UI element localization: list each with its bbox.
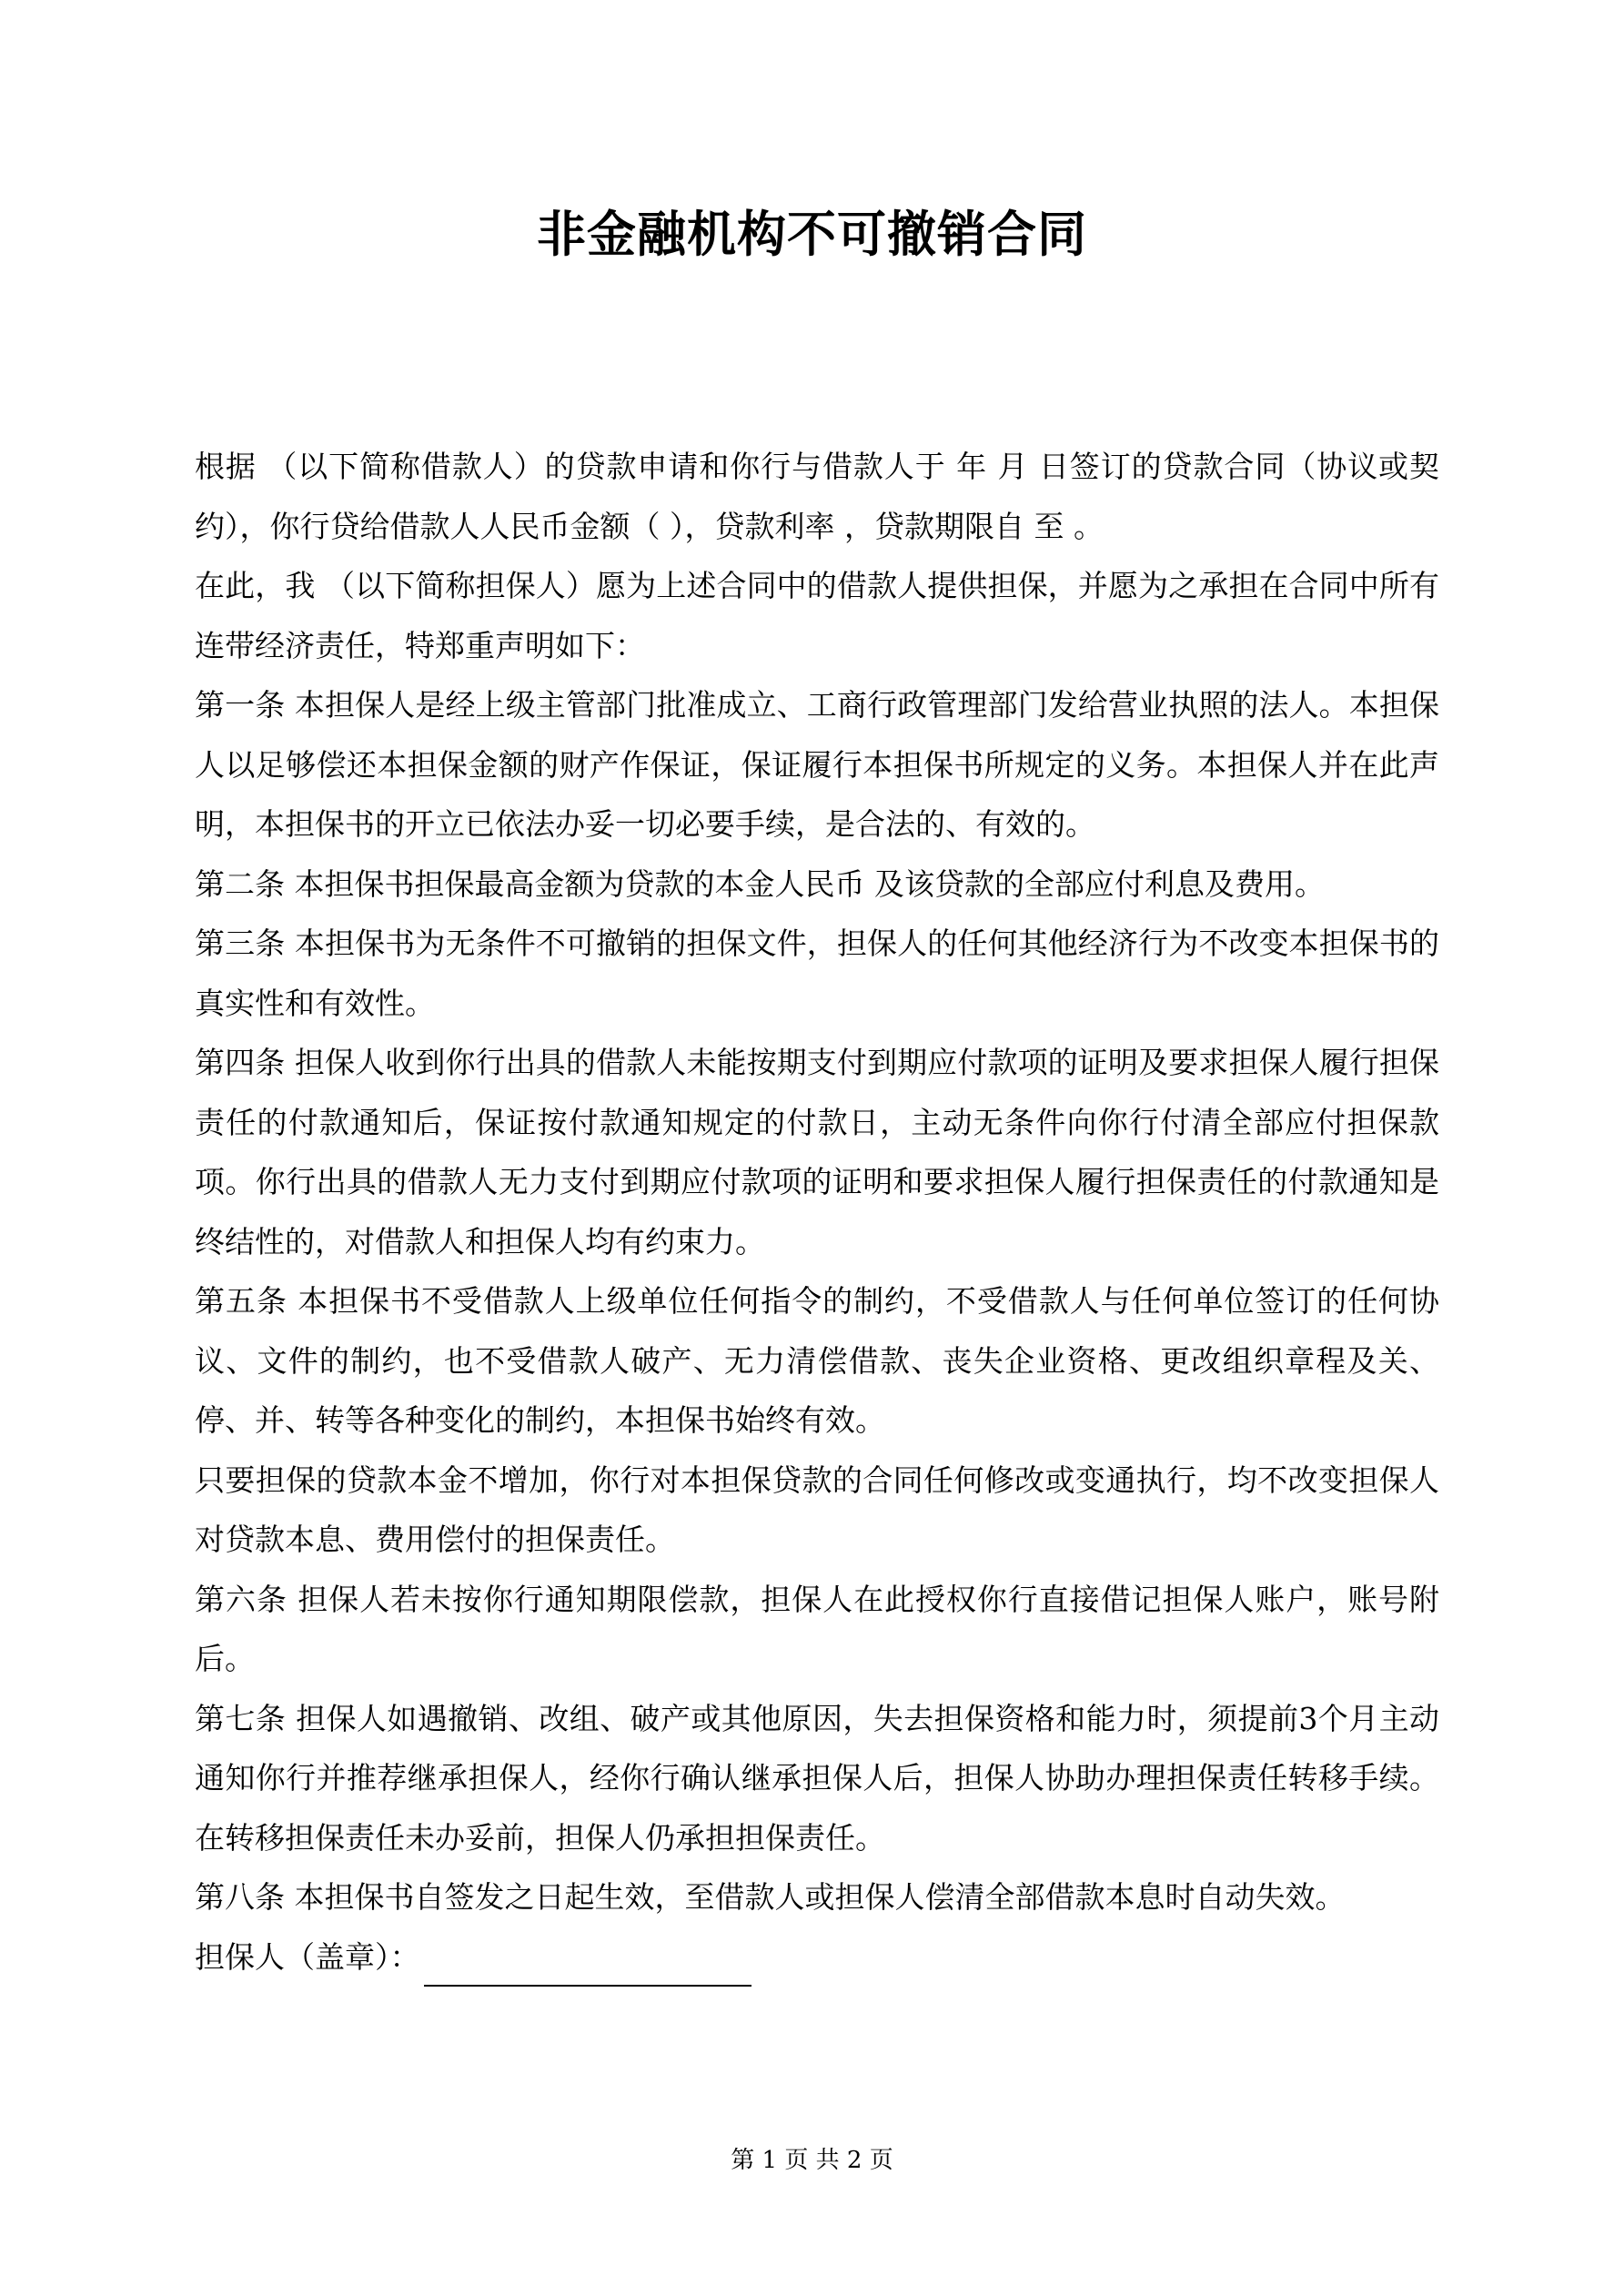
document-body [195, 437, 1439, 1987]
signature-label: 担保人（盖章）： [195, 1938, 420, 1975]
paragraph-preamble: 根据 （以下简称借款人）的贷款申请和你行与借款人于 年 月 日签订的贷款合同（协议或契约），你行贷给借款人人民币金额（ ），贷款利率 ，贷款期限自 至 。 [195, 449, 1439, 544]
article-2: 第二条 本担保书担保最高金额为贷款的本金人民币 及该贷款的全部应付利息及费用。 [195, 865, 1325, 902]
article-6: 第六条 担保人若未按你行通知期限偿款，担保人在此授权你行直接借记担保人账户，账号附后。 [195, 1581, 1439, 1676]
page-footer: 第 1 页 共 2 页 [731, 2147, 893, 2174]
article-3: 第三条 本担保书为无条件不可撤销的担保文件，担保人的任何其他经济行为不改变本担保书的真实性和有效性。 [195, 925, 1439, 1021]
signature-row [195, 1927, 1439, 1988]
article-7: 第七条 担保人如遇撤销、改组、破产或其他原因，失去担保资格和能力时，须提前3个月主动通知你行并推荐继承担保人，经你行确认继承担保人后，担保人协助办理担保责任转移手续。在转移担保责任未办妥前，担保人仍承担担保责任。 [195, 1700, 1439, 1856]
article-5: 第五条 本担保书不受借款人上级单位任何指令的制约，不受借款人与任何单位签订的任何协议、文件的制约，也不受借款人破产、无力清偿借款、丧失企业资格、更改组织章程及关、停、并、转等各种变化的制约，本担保书始终有效。 [195, 1283, 1439, 1438]
article-5-continuation: 只要担保的贷款本金不增加，你行对本担保贷款的合同任何修改或变通执行，均不改变担保人对贷款本息、费用偿付的担保责任。 [195, 1462, 1439, 1557]
document-title: 非金融机构不可撤销合同 [537, 206, 1087, 263]
article-8: 第八条 本担保书自签发之日起生效，至借款人或担保人偿清全部借款本息时自动失效。 [195, 1879, 1346, 1915]
paragraph-declaration: 在此，我 （以下简称担保人）愿为上述合同中的借款人提供担保，并愿为之承担在合同中所有连带经济责任，特郑重声明如下： [195, 568, 1439, 663]
article-4: 第四条 担保人收到你行出具的借款人未能按期支付到期应付款项的证明及要求担保人履行担保责任的付款通知后，保证按付款通知规定的付款日，主动无条件向你行付清全部应付担保款项。你行出具的借款人无力支付到期应付款项的证明和要求担保人履行担保责任的付款通知是终结性的，对借款人和担保人均有约束力。 [195, 1045, 1439, 1259]
signature-line [424, 1945, 751, 1987]
article-1: 第一条 本担保人是经上级主管部门批准成立、工商行政管理部门发给营业执照的法人。本担保人以足够偿还本担保金额的财产作保证，保证履行本担保书所规定的义务。本担保人并在此声明，本担保书的开立已依法办妥一切必要手续，是合法的、有效的。 [195, 687, 1439, 842]
